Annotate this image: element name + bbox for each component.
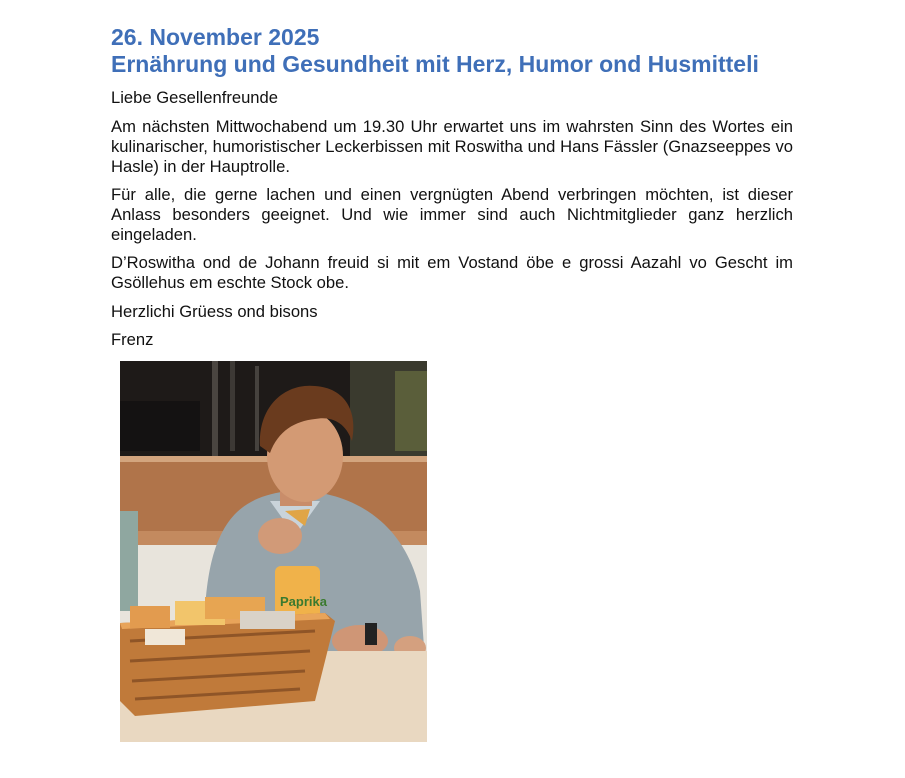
bag-label: Paprika <box>280 594 327 609</box>
letter-paragraph-2: Für alle, die gerne lachen und einen vergnügten Abend verbringen möchten, ist dieser Anlass besonders geeignet. Und wie immer sind auch Nichtmitglieder ganz herzlich eingeladen. <box>111 185 793 244</box>
event-photo <box>120 361 427 742</box>
photo-man-eating-chips <box>120 361 427 742</box>
letter-signature: Frenz <box>111 330 154 349</box>
newsletter-article <box>111 24 793 350</box>
letter-greeting: Liebe Gesellenfreunde <box>111 88 278 107</box>
article-date: 26. November 2025 <box>111 24 320 50</box>
letter-closing: Herzlichi Grüess ond bisons <box>111 302 318 321</box>
letter-paragraph-3: D’Roswitha ond de Johann freuid si mit em Vostand öbe e grossi Aazahl vo Gescht im Gsöllehus em eschte Stock obe. <box>111 253 793 292</box>
article-title: Ernährung und Gesundheit mit Herz, Humor ond Husmitteli <box>111 51 759 77</box>
letter-paragraph-1: Am nächsten Mittwochabend um 19.30 Uhr erwartet uns im wahrsten Sinn des Wortes ein kulinarischer, humoristischer Leckerbissen mit Roswitha und Hans Fässler (Gnazseeppes vo Hasle) in der Hauptrolle. <box>111 117 793 176</box>
